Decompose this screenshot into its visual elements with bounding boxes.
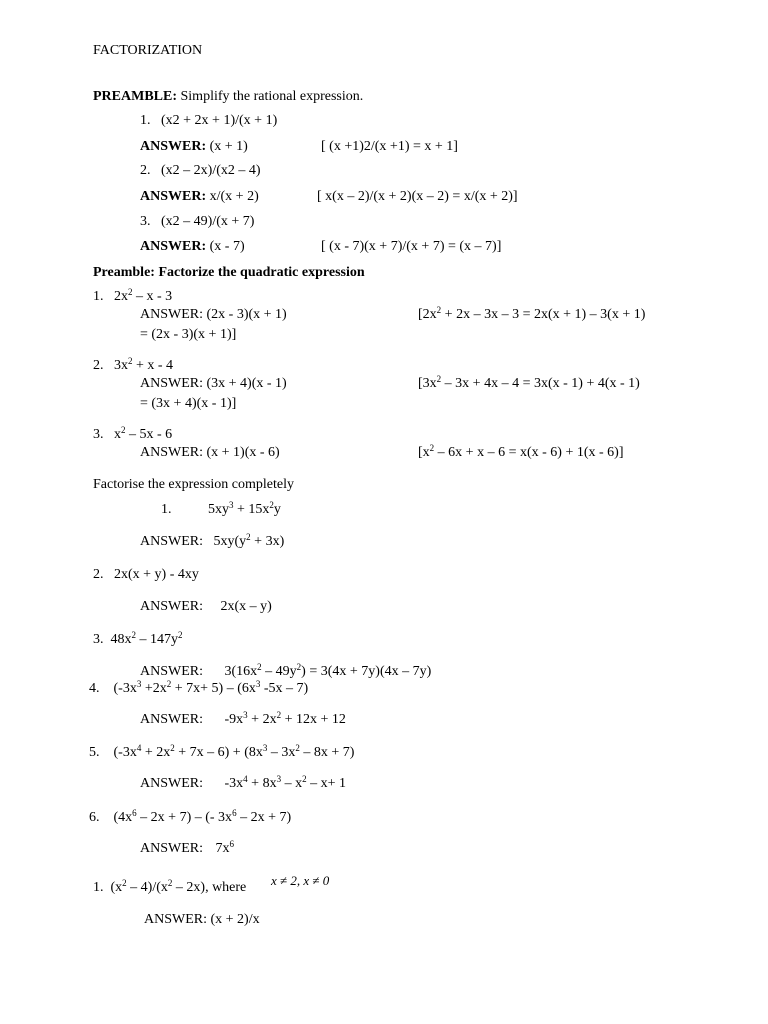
quadratic-item-3: 3. $x^2 - 5x - 6$ xyxy=(93,425,173,442)
complete-item-2: 2. 2x(x + y) - 4xy xyxy=(93,567,199,582)
quadratic-result-1: = (2x - 3)(x + 1)] xyxy=(140,327,237,342)
rational-working-1: [ (x +1)2/(x +1) = x + 1] xyxy=(321,139,458,154)
rational-expression: (x2 – 2x)/(x2 – 4) xyxy=(161,163,261,178)
rational-answer-2: ANSWER: x/(x + 2) xyxy=(140,189,259,204)
complete-item-5: 5. $(-3x^4 + 2x^2 + 7x - 6) + (8x^3 - 3x^2 - 8x + 7)$ xyxy=(89,743,355,760)
quadratic-working-3: $[x^2 - 6x + x - 6 = x(x - 6) + 1(x - 6)]$ xyxy=(418,443,624,460)
rational-item-1: 1. (x2 + 2x + 1)/(x + 1) xyxy=(140,113,278,128)
page-title: FACTORIZATION xyxy=(93,43,203,58)
quadratic-item-2: 2. $3x^2 + x - 4$ xyxy=(93,356,174,373)
rational-expression: (x2 + 2x + 1)/(x + 1) xyxy=(161,113,278,128)
section-heading-complete: Factorise the expression completely xyxy=(93,477,294,492)
final-answer: ANSWER: (x + 2)/x xyxy=(144,912,260,927)
complete-answer-6: ANSWER: $7x^6$ xyxy=(140,839,234,856)
rational-answer-1: ANSWER: (x + 1) xyxy=(140,139,248,154)
rational-expression: (x2 – 49)/(x + 7) xyxy=(161,214,255,229)
rational-working-2: [ x(x – 2)/(x + 2)(x – 2) = x/(x + 2)] xyxy=(317,189,518,204)
complete-answer-4: ANSWER: $-9x^3 + 2x^2 + 12x + 12$ xyxy=(140,710,346,727)
final-item: 1. $(x^2 - 4)/(x^2 - 2x)$, where xyxy=(93,878,247,895)
quadratic-item-1: 1. $2x^2$ – x - 3 xyxy=(93,287,173,304)
quadratic-working-2: [$3x^2 - 3x + 4x - 4 = 3x(x - 1) + 4(x - 1)$ xyxy=(418,374,640,391)
rational-item-2: 2. (x2 – 2x)/(x2 – 4) xyxy=(140,163,261,178)
complete-answer-2: ANSWER: 2x(x – y) xyxy=(140,599,272,614)
preamble-text: Simplify the rational expression. xyxy=(180,89,364,104)
quadratic-answer-2: ANSWER: (3x + 4)(x - 1) xyxy=(140,376,287,391)
complete-answer-5: ANSWER: $-3x^4 + 8x^3 - x^2 - x+ 1$ xyxy=(140,774,346,791)
complete-item-1-num: 1. xyxy=(161,502,172,517)
complete-item-6: 6. $(4x^6 - 2x + 7)$ – (- $3x^6 - 2x + 7$) xyxy=(89,808,292,825)
quadratic-answer-1: ANSWER: (2x - 3)(x + 1) xyxy=(140,307,287,322)
final-condition: x ≠ 2, x ≠ 0 xyxy=(271,873,330,888)
quadratic-expression: $x^2 - 5x - 6$ xyxy=(114,425,173,442)
complete-answer-1: ANSWER: $5xy(y^2 + 3x)$ xyxy=(140,532,285,549)
quadratic-result-2: = (3x + 4)(x - 1)] xyxy=(140,396,237,411)
rational-item-3: 3. (x2 – 49)/(x + 7) xyxy=(140,214,255,229)
quadratic-answer-3: ANSWER: (x + 1)(x - 6) xyxy=(140,445,280,460)
complete-item-4: 4. $(-3x^3 +2x^2 + 7x+ 5) - (6x^3$ -5x – 7) xyxy=(89,679,309,696)
rational-answer-3: ANSWER: (x - 7) xyxy=(140,239,245,254)
complete-answer-3: ANSWER: $3(16x^2 - 49y^2) = 3(4x + 7y)(4x - 7y)$ xyxy=(140,662,432,679)
quadratic-working-1: [$2x^2 + 2x - 3x - 3 = 2x(x + 1) - 3(x + 1)$ xyxy=(418,305,646,322)
preamble-1 xyxy=(93,89,363,105)
section-heading-quadratic: Preamble: Factorize the quadratic expression xyxy=(93,265,365,280)
preamble-label: PREAMBLE: xyxy=(93,89,177,104)
complete-item-1-expr: $5xy^3 + 15x^2y$ xyxy=(208,500,281,517)
complete-item-3: 3. $48x^2 - 147y^2$ xyxy=(93,630,183,647)
quadratic-expression: $3x^2 + x - 4$ xyxy=(114,356,174,373)
rational-working-3: [ (x - 7)(x + 7)/(x + 7) = (x – 7)] xyxy=(321,239,502,254)
quadratic-expression: $2x^2$ – x - 3 xyxy=(114,287,173,304)
